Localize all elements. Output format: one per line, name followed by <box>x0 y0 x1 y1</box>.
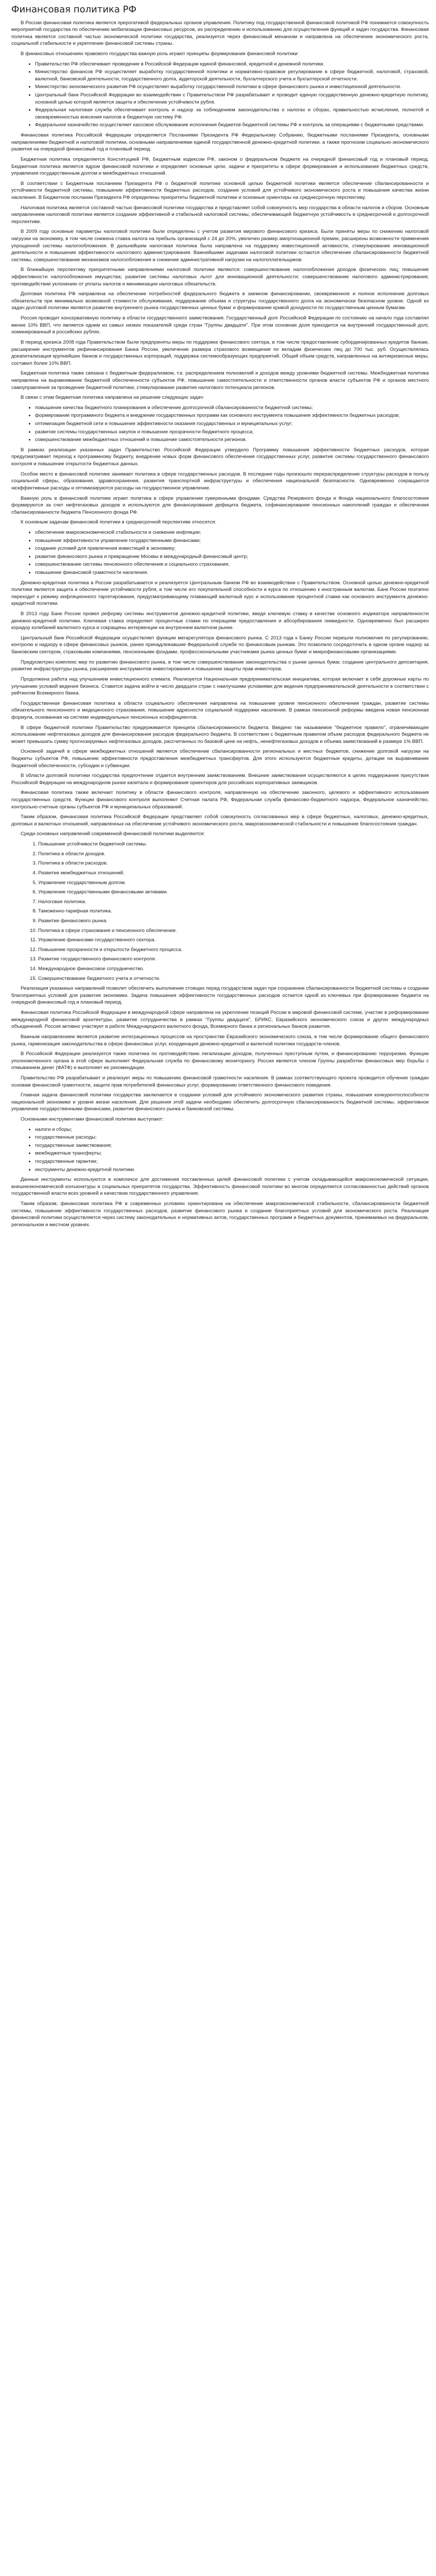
list-item: 1. Повышение устойчивости бюджетной системы. <box>38 841 429 848</box>
list-item: 15. Совершенствование бюджетного учета и отчетности. <box>38 975 429 982</box>
list-item: • Министерство финансов РФ осуществляет выработку государственной политики и нормативно-правовое регулирование в сфере бюджетной, налоговой, страховой, валютной, банковской деятельности, государственного долга, аудиторской деятельности, бухгалтерского учета и бухгалтерской отчетности. <box>35 69 429 82</box>
paragraph: Финансовая политика также включает политику в области финансового контроля, направленную на обеспечение законного, целевого и эффективного использования государственных средств. Функции финансового контроля выполняют Счетная палата РФ, Федеральная служба финансово-бюджетного надзора, Федеральное казначейство, контрольно-счетные органы субъектов РФ и муниципальных образований. <box>11 790 429 810</box>
paragraph: В финансовых отношениях правового государства важную роль играют принципы формирования финансовой политики: <box>21 50 299 57</box>
list-item: 13. Развитие государственного финансового контроля. <box>38 956 429 963</box>
paragraph: Данные инструменты используются в комплексе для достижения поставленных целей финансовой политики с учетом складывающейся макроэкономической ситуации, внешнеэкономической конъюнктуры и социальных приоритетов государства. Эффективность финансовой политики во многом определяется согласованностью действий органов государственной власти всех уровней и качеством государственного управления. <box>11 1177 429 1197</box>
bullet-list <box>11 61 429 129</box>
list-item: • инструменты денежно-кредитной политики. <box>35 1166 429 1174</box>
article <box>0 0 436 1242</box>
list-item: • обеспечение макроэкономической стабильности и снижение инфляции; <box>35 529 429 536</box>
list-item: • развитие финансового рынка и превращение Москвы в международный финансовый центр; <box>35 553 429 561</box>
list-item: • совершенствование системы пенсионного обеспечения и социального страхования; <box>35 561 429 568</box>
paragraph: Центральный банк Российской Федерации осуществляет функции мегарегулятора финансового рынка. С 2013 года к Банку России перешли полномочия по регулированию, контролю и надзору в сфере финансовых рынков, ранее принадлежавшие Федеральной службе по финансовым рынкам. Это позволило сосредоточить в одном органе надзор за банковским сектором, страховыми компаниями, пенсионными фондами, профессиональными участниками рынка ценных бумаг и микрофинансовыми организациями. <box>11 635 429 655</box>
article-body <box>11 20 429 1229</box>
paragraph: В ближайшую перспективу приоритетными направлениями налоговой политики являются: совершенствование налогообложения доходов физических лиц; повышение эффективности налогообложения имущества; развитие системы налоговых льгот для инновационной деятельности; совершенствование налогового администрирования; противодействие уклонению от уплаты налогов и минимизации налоговых обязательств. <box>11 267 429 287</box>
list-item: • повышение качества бюджетного планирования и обеспечение долгосрочной сбалансированности бюджетной системы; <box>35 404 429 412</box>
paragraph: В области долговой политики государства предпочтение отдается внутренним заимствованиям. Внешние заимствования осуществляются в целях поддержания присутствия Российской Федерации на международном рынке капитала и формирования ориентиров для российских корпоративных заемщиков. <box>11 773 429 786</box>
paragraph: Финансовая политика Российской Федерации определяется Посланиями Президента РФ Федеральному Собранию, бюджетными посланиями Президента, основными направлениями бюджетной и налоговой политики, основными направлениями единой государственной денежно-кредитной политики, а также прогнозом социально-экономического развития на очередной финансовый год и плановый период. <box>11 132 429 152</box>
list-item: • Центральный банк Российской Федерации во взаимодействии с Правительством РФ разрабатывает и проводит единую государственную денежно-кредитную политику, основной целью которой является защита и обеспечение устойчивости рубля. <box>35 92 429 106</box>
page-title: Финансовая политика РФ <box>11 4 136 15</box>
paragraph: К основным задачам финансовой политики в среднесрочной перспективе относятся: <box>21 519 217 526</box>
list-item: 11. Управление финансами государственного сектора. <box>38 937 429 944</box>
list-item: 7. Налоговая политика. <box>38 899 429 906</box>
list-item: 3. Политика в области расходов. <box>38 860 429 867</box>
list-item: • государственные расходы; <box>35 1134 429 1141</box>
paragraph: В 2013 году Банк России провел реформу системы инструментов денежно-кредитной политики, введя ключевую ставку в качестве основного индикатора направленности денежно-кредитной политики. Ключевая ставка определяет процентные ставки по операциям предоставления и абсорбирования ликвидности. Одновременно был расширен коридор колебаний валютного курса и сокращены интервенции на внутреннем валютном рынке. <box>11 611 429 631</box>
list-item: • Правительство РФ обеспечивает проведение в Российской Федерации единой финансовой, кредитной и денежной политики. <box>35 61 429 68</box>
paragraph: Особое место в финансовой политике занимает политика в сфере государственных расходов. В последние годы произошло перераспределение структуры расходов в пользу социальной сферы, образования, здравоохранения, развития транспортной инфраструктуры и обеспечения национальной безопасности. Одновременно сокращаются неэффективные расходы и оптимизируются расходы на государственное управление. <box>11 471 429 491</box>
list-item: 2. Политика в области доходов. <box>38 851 429 858</box>
paragraph: В соответствии с Бюджетным посланием Президента РФ о бюджетной политике основной целью бюджетной политики является обеспечение сбалансированности и устойчивости бюджетной системы, повышение эффективности бюджетных расходов, создание условий для устойчивого экономического роста и повышения качества жизни населения. В Бюджетном послании Президента РФ определены приоритеты бюджетной политики и основные ориентиры на среднесрочную перспективу. <box>11 180 429 200</box>
list-item: • государственные гарантии; <box>35 1158 429 1165</box>
paragraph: В период кризиса 2008 года Правительством были предприняты меры по поддержке финансового сектора, в том числе предоставление субординированных кредитов банкам, расширение инструментов рефинансирования Банка России, увеличение размера страхового возмещения по вкладам физических лиц до 700 тыс. руб. Осуществлялась докапитализация крупнейших банков и государственных корпораций, поддержка системообразующих предприятий. Общий объем средств, направленных на антикризисные меры, составил более 10% ВВП. <box>11 339 429 366</box>
paragraph: Бюджетная политика также связана с бюджетным федерализмом, т.е. распределением полномочий и доходов между уровнями бюджетной системы. Межбюджетная политика направлена на выравнивание бюджетной обеспеченности субъектов РФ, повышение самостоятельности и ответственности органов власти субъектов РФ и органов местного самоуправления за проведение бюджетной политики, стимулирование развития налогового потенциала регионов. <box>11 370 429 391</box>
bullet-list <box>11 1126 429 1174</box>
paragraph: Россия проводит консервативную политику в области государственного заимствования. Государственный долг Российской Федерации по состоянию на начало года составлял менее 10% ВВП, что является одним из самых низких показателей среди стран "Группы двадцати". При этом основная доля приходится на внутренний государственный долг, номинированный в российских рублях. <box>11 315 429 335</box>
list-item: • Федеральное казначейство осуществляет кассовое обслуживание исполнения бюджетов бюджетной системы РФ и контроль за операциями с бюджетными средствами. <box>35 122 429 129</box>
paragraph: В 2009 году основные параметры налоговой политики были определены с учетом развития мирового финансового кризиса. Были приняты меры по снижению налоговой нагрузки на экономику, в том числе снижена ставка налога на прибыль организаций с 24 до 20%, увеличен размер амортизационной премии, расширены возможности применения упрощенной системы налогообложения. В дальнейшем налоговая политика была направлена на поддержку инвестиционной активности, стимулирование инновационной деятельности и повышение эффективности налогового администрирования. Важнейшими задачами налоговой политики остаются обеспечение сбалансированности бюджетной системы, совершенствование механизмов налогообложения и снижение административной нагрузки на налогоплательщиков. <box>11 229 429 263</box>
paragraph: Важную роль в финансовой политике играет политика в сфере управления суверенными фондами. Средства Резервного фонда и Фонда национального благосостояния формируются за счет нефтегазовых доходов и используются для финансирования дефицита бюджета, софинансирования пенсионных накоплений граждан и обеспечения сбалансированности бюджета Пенсионного фонда РФ. <box>11 495 429 515</box>
bullet-list <box>11 404 429 444</box>
paragraph: Финансовая политика Российской Федерации в международной сфере направлена на укрепление позиций России в мировой финансовой системе, участие в реформировании международной финансовой архитектуры, развитие сотрудничества в рамках "Группы двадцати", БРИКС, Евразийского экономического союза и других международных объединений. Россия активно участвует в работе Международного валютного фонда, Всемирного банка и региональных банков развития. <box>11 1010 429 1030</box>
numbered-list <box>11 841 429 982</box>
paragraph: Главная задача финансовой политики государства заключается в создании условий для устойчивого экономического развития страны, повышения конкурентоспособности национальной экономики и уровня жизни населения. Для решения этой задачи необходимо обеспечить долгосрочную сбалансированность бюджетной системы, эффективное управление государственными финансами, развитие финансового рынка и банковской системы. <box>11 1092 429 1112</box>
paragraph: В Российской Федерации реализуется также политика по противодействию легализации доходов, полученных преступным путем, и финансированию терроризма. Функции уполномоченного органа в этой сфере выполняет Федеральная служба по финансовому мониторингу. Россия является членом Группы разработки финансовых мер борьбы с отмыванием денег (ФАТФ) и выполняет ее рекомендации. <box>11 1051 429 1071</box>
paragraph: Таким образом, финансовая политика РФ в современных условиях ориентирована на обеспечение макроэкономической стабильности, сбалансированности бюджетной системы, повышение эффективности государственных расходов, развитие финансового рынка и создание благоприятных условий для экономического роста. Реализация финансовой политики осуществляется через систему законодательных и нормативных актов, государственных программ и бюджетных документов, принимаемых на федеральном, региональном и местном уровнях. <box>11 1201 429 1228</box>
paragraph: В связи с этим бюджетная политика направлена на решение следующих задач: <box>21 395 204 401</box>
list-item: 9. Развитие финансового рынка. <box>38 918 429 925</box>
list-item: • Федеральная налоговая служба обеспечивает контроль и надзор за соблюдением законодательства о налогах и сборах, правильностью исчисления, полнотой и своевременностью внесения налогов в бюджетную систему РФ. <box>35 107 429 121</box>
list-item: • налоги и сборы; <box>35 1126 429 1133</box>
list-item: • повышение эффективности управления государственными финансами; <box>35 537 429 545</box>
list-item: 6. Управление государственными финансовыми активами. <box>38 889 429 896</box>
list-item: 8. Таможенно-тарифная политика. <box>38 908 429 915</box>
paragraph: Денежно-кредитная политика в России разрабатывается и реализуется Центральным банком РФ во взаимодействии с Правительством. Основной целью денежно-кредитной политики является защита и обеспечение устойчивости рубля, в том числе его покупательной способности и курса по отношению к иностранным валютам. Банк России поэтапно переходит к режиму инфляционного таргетирования, предусматривающему плавающий валютный курс и использование процентной ставки как основного инструмента денежно-кредитной политики. <box>11 580 429 607</box>
list-item: 14. Международное финансовое сотрудничество. <box>38 965 429 973</box>
list-item: • повышение финансовой грамотности населения. <box>35 569 429 577</box>
list-item: • совершенствование межбюджетных отношений и повышение самостоятельности регионов. <box>35 436 429 444</box>
list-item: 12. Повышение прозрачности и открытости бюджетного процесса. <box>38 946 429 954</box>
paragraph: В сфере бюджетной политики Правительство придерживается принципа сбалансированности бюджета. Введено так называемое "бюджетное правило", ограничивающее использование нефтегазовых доходов для финансирования расходов федерального бюджета. В соответствии с бюджетным правилом объем расходов федерального бюджета не может превышать сумму прогнозируемых нефтегазовых доходов, рассчитанных по базовой цене на нефть, ненефтегазовых доходов и объема заимствований в размере 1% ВВП. <box>11 724 429 744</box>
paragraph: Правительство РФ разрабатывает и реализует меры по повышению финансовой грамотности населения. В рамках соответствующего проекта проводится обучение граждан основам финансовой грамотности, защите прав потребителей финансовых услуг, формированию ответственного финансового поведения. <box>11 1075 429 1088</box>
list-item: • формирование программного бюджета и внедрение государственных программ как основного инструмента повышения эффективности бюджетных расходов; <box>35 412 429 419</box>
list-item: • развитие системы государственных закупок и повышение прозрачности бюджетного процесса; <box>35 429 429 436</box>
paragraph: Налоговая политика является составной частью финансовой политики государства и представляет собой совокупность мер государства в области налогов и сборов. Основным направлением налоговой политики является создание эффективной и стабильной налоговой системы, обеспечивающей бюджетную устойчивость в среднесрочной и долгосрочной перспективе. <box>11 205 429 225</box>
list-item: 5. Управление государственным долгом. <box>38 879 429 887</box>
list-item: • межбюджетные трансферты; <box>35 1150 429 1157</box>
paragraph: Предусмотрен комплекс мер по развитию финансового рынка, в том числе совершенствование законодательства о рынке ценных бумаг, создание центрального депозитария, развитие инфраструктуры рынка, расширение инструментов инвестирования и повышение защиты прав инвесторов. <box>11 659 429 672</box>
paragraph: В рамках реализации указанных задач Правительство Российской Федерации утвердило Программу повышения эффективности бюджетных расходов, которая предусматривает переход к программному бюджету, внедрение новых форм финансового обеспечения государственных услуг, развитие системы государственного финансового контроля и повышение открытости бюджетных данных. <box>11 447 429 467</box>
list-item: • государственные заимствования; <box>35 1142 429 1149</box>
paragraph: Реализация указанных направлений позволит обеспечить выполнение стоящих перед государством задач при сохранении сбалансированности бюджетной системы и создании благоприятных условий для развития экономики. Задача повышения эффективности государственных расходов остается одной из ключевых при формировании бюджета на очередной финансовый год и плановый период. <box>11 986 429 1006</box>
paragraph: Основной задачей в сфере межбюджетных отношений является обеспечение сбалансированности региональных и местных бюджетов, снижение долговой нагрузки на бюджеты субъектов РФ, повышение эффективности предоставления межбюджетных трансфертов. Для этого используются бюджетные кредиты, дотации на выравнивание бюджетной обеспеченности, субсидии и субвенции. <box>11 749 429 769</box>
paragraph: Государственная финансовая политика в области социального обеспечения направлена на повышение уровня пенсионного обеспечения граждан, развитие системы обязательного пенсионного и медицинского страхования, повышение адресности социальной поддержки населения. В рамках пенсионной реформы введена новая пенсионная формула, основанная на системе индивидуальных пенсионных коэффициентов. <box>11 700 429 720</box>
list-item: 10. Политика в сфере страхования и пенсионного обеспечения. <box>38 927 429 935</box>
list-item: • создание условий для привлечения инвестиций в экономику; <box>35 545 429 552</box>
bullet-list <box>11 529 429 577</box>
paragraph: Таким образом, финансовая политика Российской Федерации представляет собой совокупность согласованных мер в сфере бюджетных, налоговых, денежно-кредитных, долговых и валютных отношений, направленных на обеспечение устойчивого экономического роста, макроэкономической стабильности и повышение благосостояния граждан. <box>11 814 429 827</box>
paragraph: Бюджетная политика определяется Конституцией РФ, Бюджетным кодексом РФ, законом о федеральном бюджете на очередной финансовый год и плановый период. Бюджетная политика является ядром финансовой политики и определяет основные цели, задачи и приоритеты в сфере формирования и использования бюджетных средств, управления государственным долгом и межбюджетных отношений. <box>11 156 429 177</box>
paragraph: Долговая политика РФ направлена на обеспечение потребностей федерального бюджета в заемном финансировании, своевременное и полное исполнение долговых обязательств при минимально возможной стоимости обслуживания, поддержание объема и структуры государственного долга на экономически безопасном уровне. Одной из задач долговой политики является развитие внутреннего рынка государственных ценных бумаг и формирование кривой доходности по государственным ценным бумагам. <box>11 291 429 311</box>
paragraph: Основными инструментами финансовой политики выступают: <box>21 1116 164 1122</box>
paragraph: Продолжена работа над улучшением инвестиционного климата. Реализуется Национальная предпринимательская инициатива, которая включает в себя дорожные карты по улучшению условий ведения бизнеса. Ставится задача войти в число двадцати стран с наилучшими условиями для ведения предпринимательской деятельности в соответствии с рейтингом Всемирного банка. <box>11 676 429 697</box>
list-item: • Министерство экономического развития РФ осуществляет выработку государственной политики в сфере финансового рынка и инвестиционной деятельности. <box>35 83 429 91</box>
paragraph: Важным направлением является развитие интеграционных процессов на пространстве Евразийского экономического союза, в том числе формирование общего финансового рынка, гармонизация законодательства в сфере финансовых услуг, координация денежно-кредитной и валютной политики государств-членов. <box>11 1033 429 1047</box>
paragraph: Среди основных направлений современной финансовой политики выделяются: <box>21 831 205 837</box>
list-item: 4. Развитие межбюджетных отношений. <box>38 870 429 877</box>
list-item: • оптимизация бюджетной сети и повышение эффективности оказания государственных и муниципальных услуг; <box>35 420 429 428</box>
paragraph: В России финансовая политика является прерогативой федеральных органов управления. Политику под государственной финансовой политикой РФ понимается совокупность мероприятий государства по обеспечению мобилизации финансовых ресурсов, их распределению и использованию для осуществления функций и задач государства. Финансовая политика является составной частью экономической политики государства, реализуется через финансовый механизм и направлена на обеспечение экономического роста, социальной стабильности и укрепление финансовой системы страны. <box>11 20 429 47</box>
